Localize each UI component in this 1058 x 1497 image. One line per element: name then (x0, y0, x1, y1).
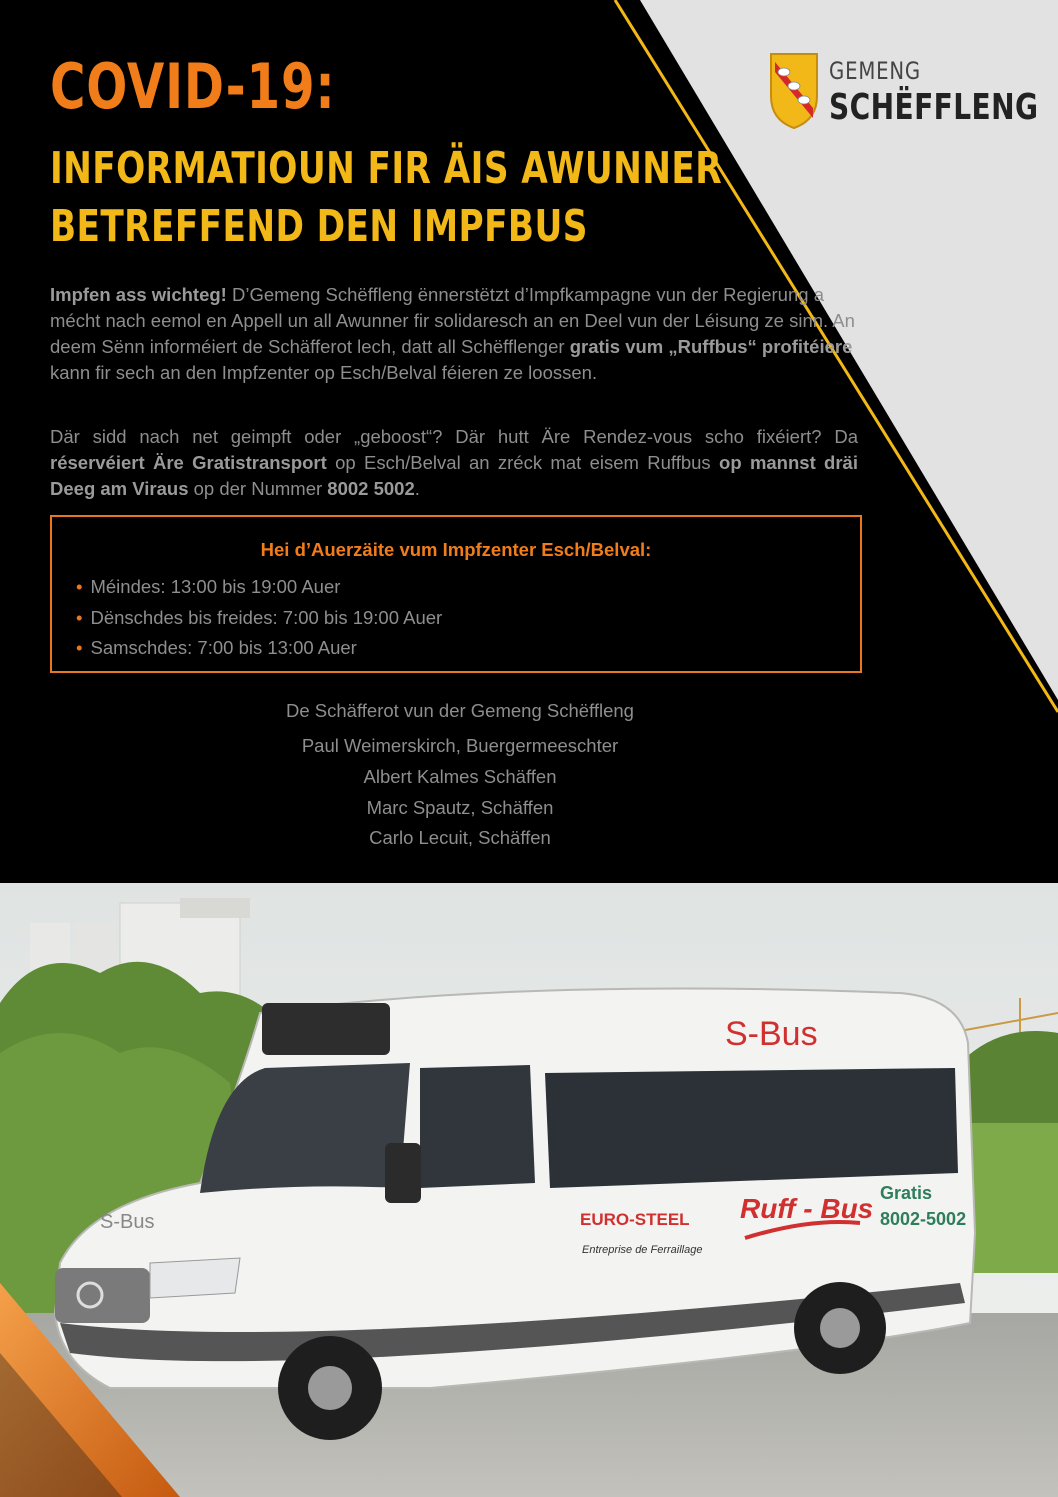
opening-hours-title: Hei d’Auerzäite vum Impfzenter Esch/Belval: (260, 539, 652, 560)
municipality-logo (769, 52, 1039, 132)
transport-text-4: . (414, 478, 420, 499)
bus-sponsor-name: EURO-STEEL (580, 1210, 690, 1229)
signature-name: Albert Kalmes Schäffen (363, 766, 557, 787)
page-subtitle (50, 140, 722, 256)
bus-brand-text: S-Bus (725, 1015, 818, 1053)
bullet-icon: • (76, 637, 83, 658)
opening-hours-list (76, 572, 442, 664)
bus-gratis-label: Gratis (880, 1183, 933, 1203)
page-title: COVID-19: (50, 50, 336, 123)
opening-hours-item (76, 633, 442, 664)
transport-phone-number: 8002 5002 (327, 478, 415, 499)
transport-text-1: Där sidd nach net geimpft oder „geboost“? Där hutt Äre Rendez-vous scho fixéiert? Da (50, 426, 858, 447)
signature-name: Marc Spautz, Schäffen (366, 797, 554, 818)
logo-line-scheffleng: SCHËFFLENG (829, 87, 1039, 128)
logo-line-gemeng: GEMENG (829, 57, 921, 85)
opening-hours-item (76, 572, 442, 603)
transport-bold-reserve: réservéiert Äre Gratistransport (50, 452, 327, 473)
transport-paragraph (50, 424, 858, 502)
signature-name: Carlo Lecuit, Schäffen (369, 827, 551, 848)
signature-name: Paul Weimerskirch, Buergermeeschter (301, 735, 619, 756)
ruffbus-photo (0, 883, 1058, 1497)
bus-sponsor-tagline: Entreprise de Ferraillage (582, 1244, 703, 1256)
bus-front-brand-text: S-Bus (100, 1211, 155, 1233)
ruffbus-illustration (0, 883, 1058, 1497)
intro-text-1: D’Gemeng Schëffleng ënnerstëtzt d’Impfkampagne vun der Regierung a mécht nach eemol en Appell un all Awunner fir solidaresch an en Deel vun der Léisung ze sinn. An deem Sënn informéiert de Schäfferot lech, datt all Schëfflenger (50, 284, 855, 357)
opening-hours-box (50, 515, 862, 673)
bus-side-label: Ruff - Bus (740, 1193, 874, 1224)
transport-text-3: op der Nummer (188, 478, 328, 499)
coat-of-arms-icon (769, 52, 819, 130)
subtitle-line-1: INFORMATIOUN FIR ÄIS AWUNNER (50, 143, 723, 194)
opening-hours-text: Méindes: 13:00 bis 19:00 Auer (90, 576, 341, 597)
opening-hours-item (76, 603, 442, 634)
transport-text-2: op Esch/Belval an zréck mat eisem Ruffbus (326, 452, 720, 473)
opening-hours-text: Dënschdes bis freides: 7:00 bis 19:00 Auer (90, 606, 443, 628)
signature-heading: De Schäfferot vun der Gemeng Schëffleng (286, 700, 634, 721)
intro-text-2: kann fir sech an den Impfzenter op Esch/Belval féieren ze loossen. (50, 362, 598, 383)
transport-bold-three-days: op mannst dräi Deeg am Viraus (50, 452, 858, 499)
opening-hours-text: Samschdes: 7:00 bis 13:00 Auer (90, 637, 357, 658)
intro-paragraph (50, 282, 858, 386)
bullet-icon: • (76, 606, 83, 628)
intro-bold-lead: Impfen ass wichteg! (50, 284, 227, 305)
intro-bold-free-bus: gratis vum „Ruffbus“ profitéiere (569, 336, 853, 357)
subtitle-line-2: BETREFFEND DEN IMPFBUS (50, 201, 588, 252)
bus-phone-label: 8002-5002 (880, 1209, 967, 1229)
bullet-icon: • (76, 576, 83, 597)
